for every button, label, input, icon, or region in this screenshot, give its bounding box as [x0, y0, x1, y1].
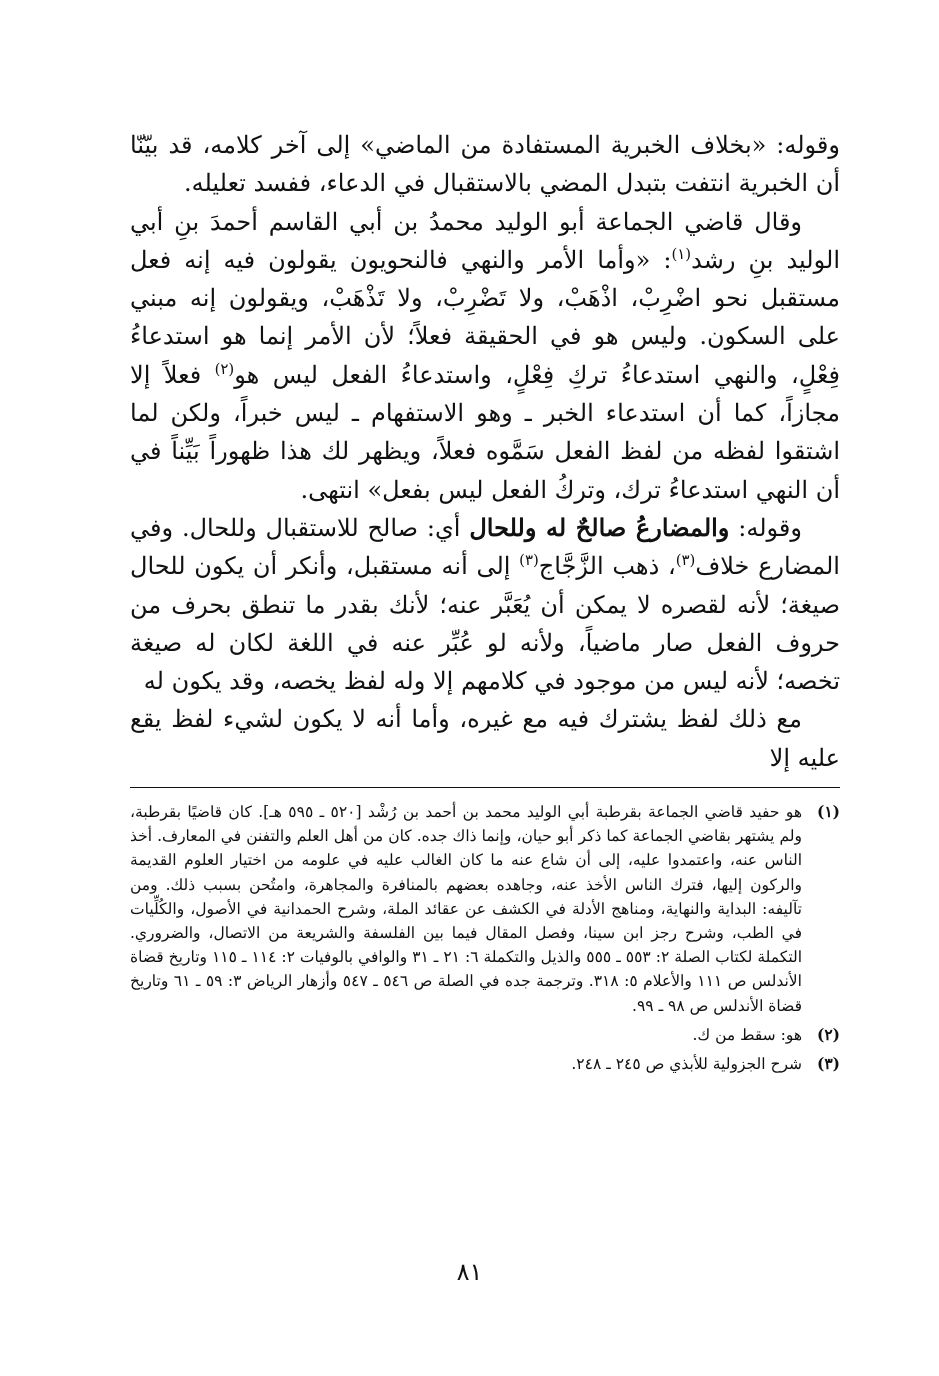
paragraph-3-part: ، ذهب الزَّجَّاج: [538, 552, 676, 581]
footnote-number: (٢): [816, 1024, 840, 1044]
quoted-matn: والمضارعُ صالحٌ له وللحال: [469, 512, 730, 542]
paragraph-3-part: أي: صالح للاستقبال وللحال. وفي المضارع خلاف: [130, 513, 840, 581]
paragraph-2-part: وقال قاضي الجماعة أبو الوليد محمدُ بن أبي القاسم أحمدَ بنِ أبي الوليد بنِ رشد: [130, 207, 840, 274]
footnote-number: (١): [816, 802, 840, 822]
footnote-ref-2[interactable]: (٢): [214, 359, 235, 378]
footnote-text: هو: سقط من ك.: [692, 1025, 802, 1044]
paragraph-2-part: فعلاً إلا مجازاً، كما أن استدعاء الخبر ـ وهو الاستفهام ـ ليس خبراً، ولكن لما اشتقوا لفظه من لفظ الفعل سَمَّوه فعلاً، ويظهر لك هذا ظهوراً بَيِّناً في أن النهي استدعاءُ ترك، وتركُ الفعل ليس بفعل» انتهى.: [130, 360, 840, 504]
page-body: [130, 126, 840, 1076]
footnote-ref-3b[interactable]: (٣): [519, 551, 539, 570]
main-text: [130, 126, 840, 788]
paragraph-1: وقوله: «بخلاف الخبرية المستفادة من الماضي» إلى آخر كلامه، قد بيّنّا أن الخبرية انتفت بتبدل المضي بالاستقبال في الدعاء، ففسد تعليله.: [130, 131, 840, 198]
footnote-3: [130, 1052, 840, 1076]
paragraph-3-part: إلى أنه مستقبل، وأنكر أن يكون للحال صيغة؛ لأنه لقصره لا يمكن أن يُعَبَّر عنه؛ لأنك بقدر ما تنطق بحرف من حروف الفعل صار ماضياً، ولأنه لو عُبِّر عنه في اللغة لكان له صيغة تخصه؛ لأنه ليس من موجود في كلامهم إلا وله لفظ يخصه، وقد يكون له: [130, 552, 840, 696]
paragraph-2: [130, 203, 840, 509]
page-number: ٨١: [456, 1258, 483, 1286]
footnote-text: شرح الجزولية للأبذي ص ٢٤٥ ـ ٢٤٨.: [571, 1055, 802, 1074]
footnote-ref-1[interactable]: (١): [671, 244, 692, 263]
paragraph-3-part: وقوله:: [729, 513, 802, 542]
footnote-text: هو حفيد قاضي الجماعة بقرطبة أبي الوليد محمد بن أحمد بن رُشْد [٥٢٠ ـ ٥٩٥ هـ]. كان قاضيًا بقرطبة، ولم يشتهر بقاضي الجماعة كما ذكر أبو حيان، وإنما ذاك جده. كان من أهل العلم والتفنن في المعارف. أخذ الناس عنه، واعتمدوا عليه، إلى أن شاع عنه ما كان الغالب عليه في علومه من اختيار العلوم القديمة والركون إليها، فترك الناس الأخذ عنه، وجاهده بعضهم بالمنافرة والمجاهرة، وامتُحن بسبب ذلك. ومن تآليفه: البداية والنهاية، ومناهج الأدلة في الكشف عن عقائد الملة، وشرح الحمدانية في الأصول، والكُلِّيات في الطب، وشرح رجز ابن سينا، وفصل المقال فيما بين الفلسفة والشريعة من الاتصال، والضروري. التكملة لكتاب الصلة ٢: ٥٥٣ ـ ٥٥٥ والذيل والتكملة ٦: ٢١ ـ ٣١ والوافي بالوفيات ٢: ١١٤ ـ ١١٥ وتاريخ قضاة الأندلس ص ١١١ والأعلام ٥: ٣١٨. وترجمة جده في الصلة ص ٥٤٦ ـ ٥٤٧ وأزهار الرياض ٣: ٥٩ ـ ٦١ وتاريخ قضاة الأندلس ص ٩٨ ـ ٩٩.: [130, 803, 803, 1015]
paragraph-3: [130, 509, 840, 788]
footnote-1: [130, 800, 840, 1018]
paragraph-2-part: : «وأما الأمر والنهي فالنحويون يقولون فيه إنه فعل مستقبل نحو اضْرِبْ، اذْهَبْ، ولا تَضْرِبْ، ولا تَذْهَبْ، ويقولون إنه مبني على السكون. وليس هو في الحقيقة فعلاً؛ لأن الأمر إنما هو استدعاءُ فِعْلٍ، والنهي استدعاءُ تركِ فِعْلٍ، واستدعاءُ الفعل ليس هو: [130, 245, 840, 389]
footnotes: [130, 800, 840, 1076]
last-line-above-rule: مع ذلك لفظ يشترك فيه مع غيره، وأما أنه لا يكون لشيء لفظ يقع عليه إلا: [130, 700, 840, 788]
footnote-number: (٣): [816, 1054, 840, 1074]
footnote-2: [130, 1023, 840, 1047]
footnote-ref-3[interactable]: (٣): [675, 551, 696, 570]
